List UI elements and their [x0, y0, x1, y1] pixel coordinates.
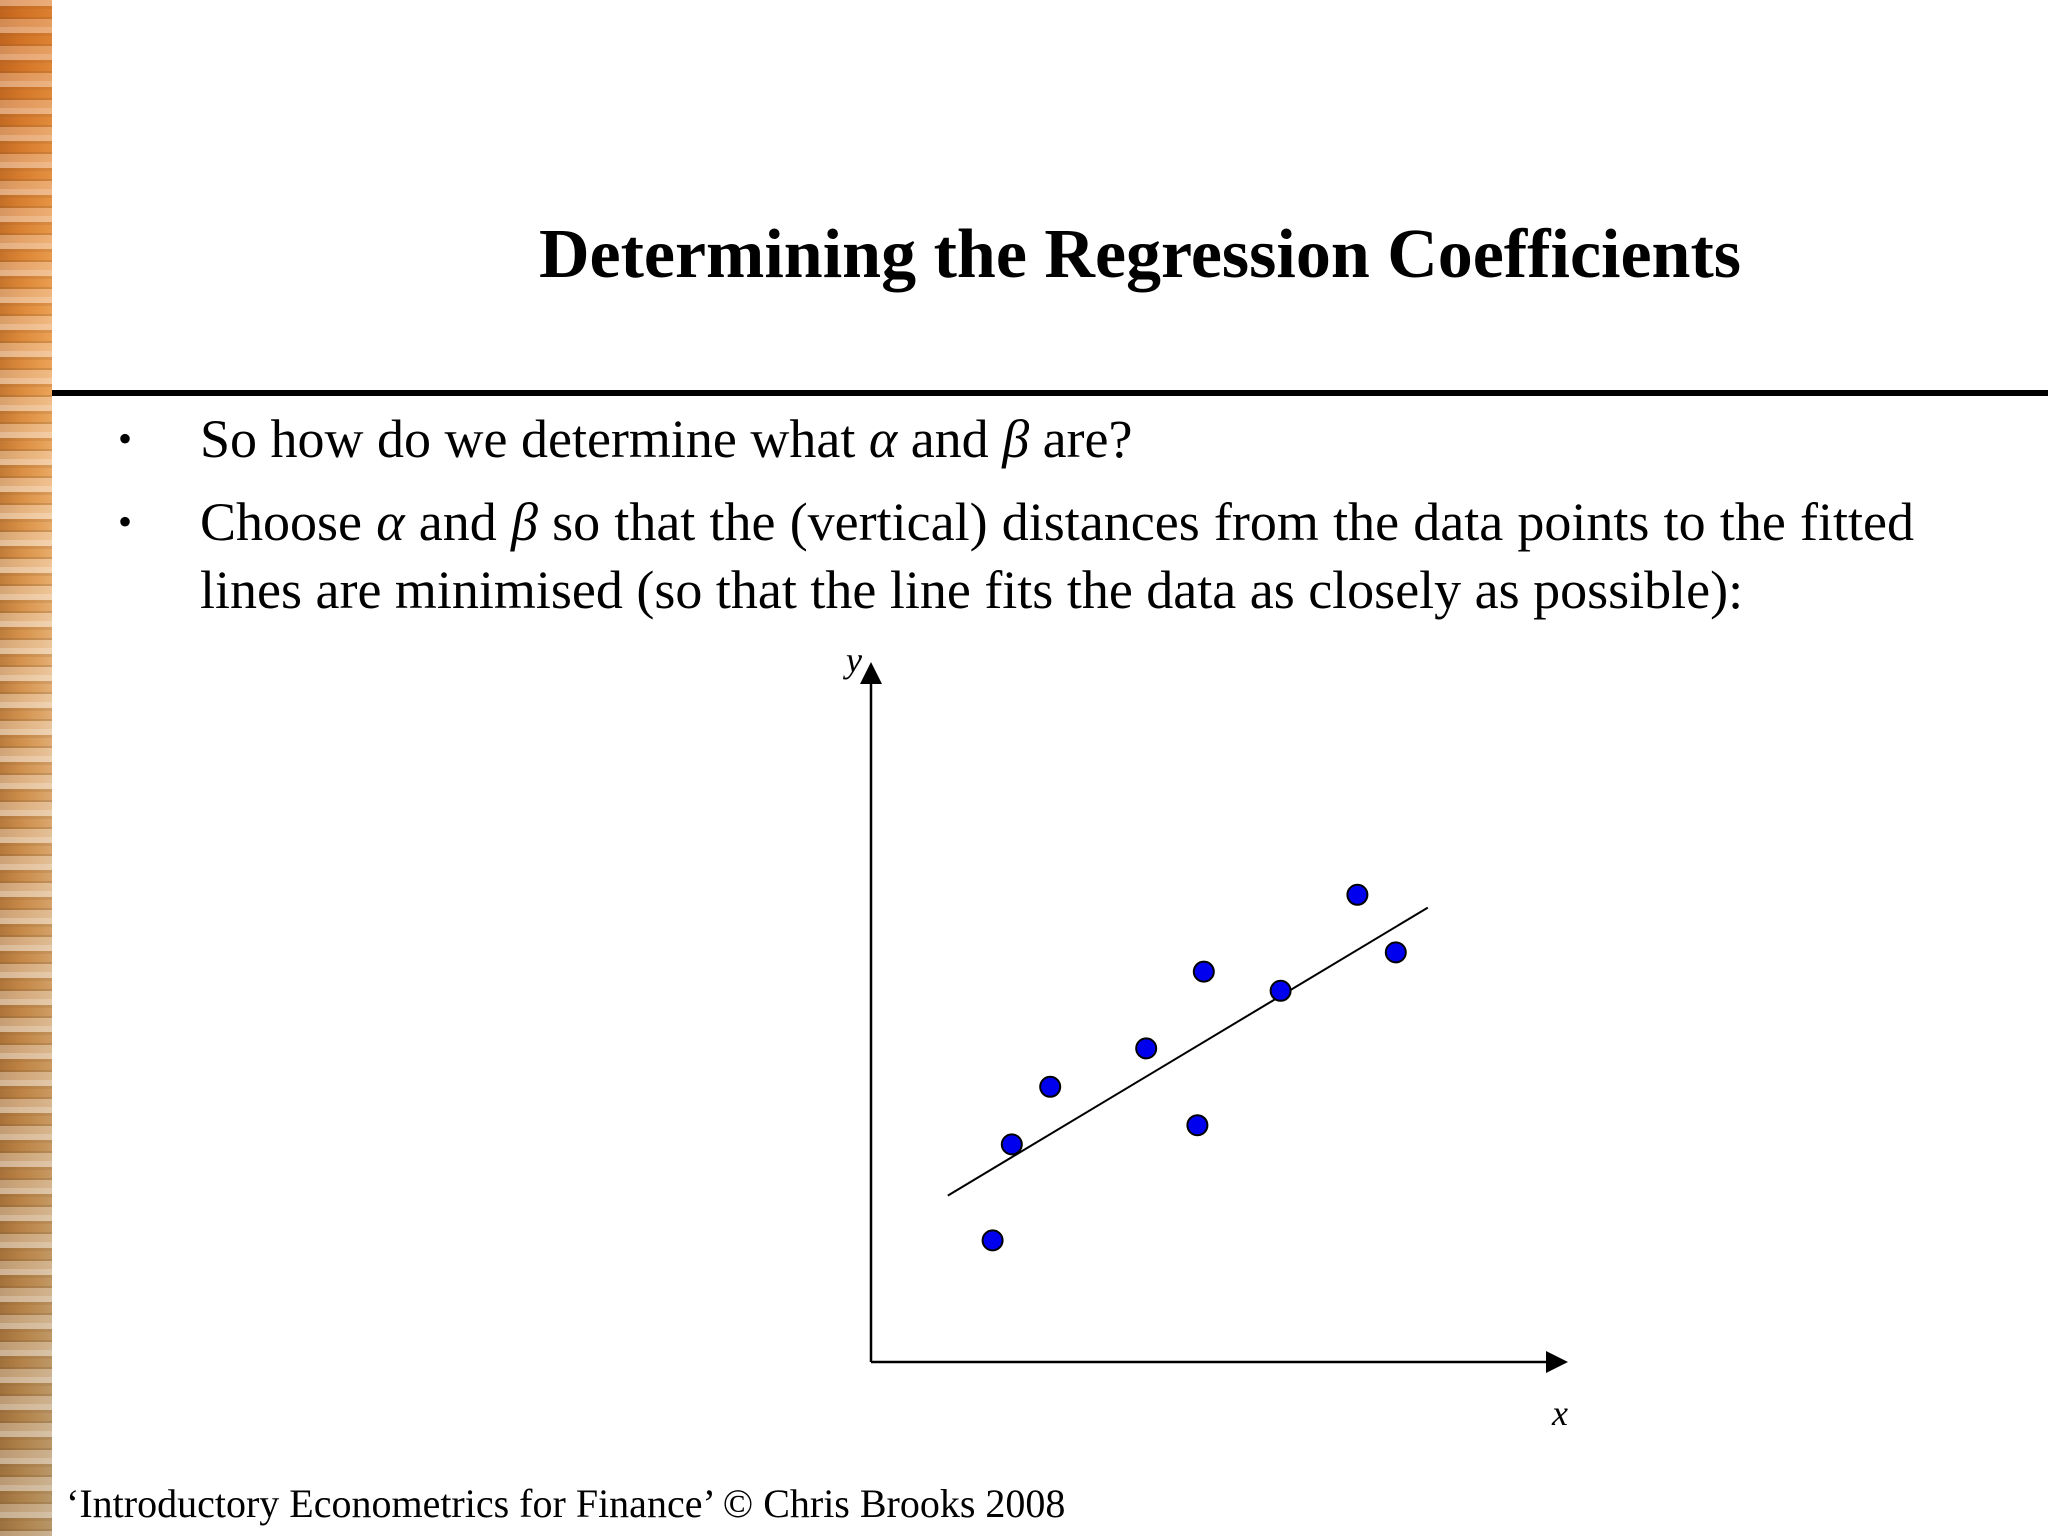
footer-copyright: ‘Introductory Econometrics for Finance’ © Chris Brooks 2008 — [66, 1481, 1066, 1526]
beta-symbol: β — [1002, 409, 1030, 469]
bullet-1-mid: and — [897, 409, 1003, 469]
bullet-2-post: so that the (vertical) distances from the data points to the fitted lines are minimised (so that the line fits the data as closely as possible): — [200, 492, 1915, 620]
bullet-1-pre: So how do we determine what — [200, 409, 869, 469]
bullet-dot: • — [118, 499, 133, 544]
y-axis-label: y — [846, 640, 862, 680]
slide-title: Determining the Regression Coefficients — [538, 216, 1742, 293]
data-point-6 — [1194, 962, 1214, 982]
bullet-1-post: are? — [1029, 409, 1133, 469]
data-point-7 — [1271, 981, 1291, 1001]
data-point-3 — [1040, 1077, 1060, 1097]
fitted-regression-line — [948, 908, 1428, 1196]
alpha-symbol: α — [868, 409, 898, 469]
data-point-5 — [1187, 1115, 1207, 1135]
alpha-symbol: α — [376, 492, 405, 552]
bullet-dot: • — [118, 416, 133, 461]
x-axis-arrow — [1546, 1351, 1568, 1373]
data-point-4 — [1136, 1038, 1156, 1058]
data-point-9 — [1386, 942, 1406, 962]
beta-symbol: β — [510, 492, 538, 552]
bullet-2-mid: and — [404, 492, 511, 552]
data-point-8 — [1347, 885, 1367, 905]
data-points-layer — [983, 885, 1406, 1251]
bullet-2-pre: Choose — [200, 492, 377, 552]
fitted-line-layer — [948, 908, 1428, 1196]
x-axis-label: x — [1552, 1393, 1568, 1433]
data-point-2 — [1002, 1134, 1022, 1154]
data-point-1 — [983, 1230, 1003, 1250]
y-axis-arrow — [860, 662, 882, 684]
